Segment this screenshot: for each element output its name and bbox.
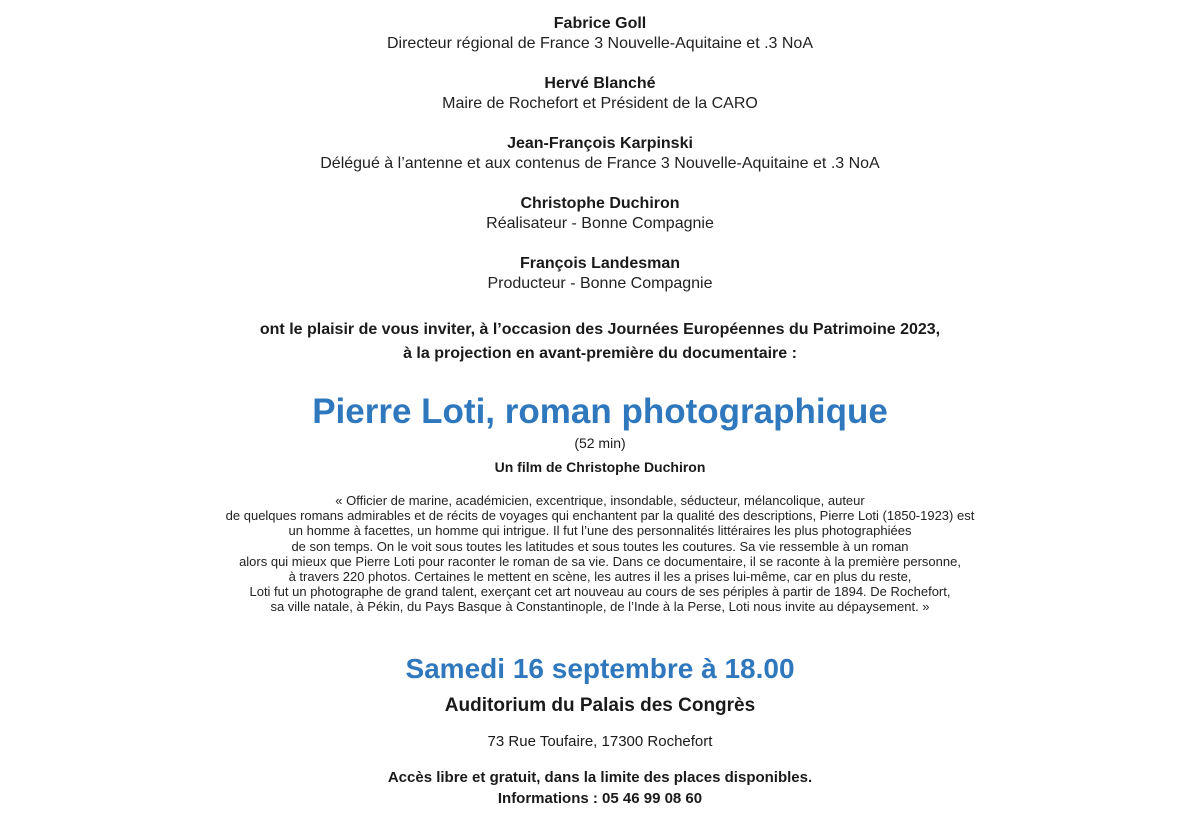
host-role: Directeur régional de France 3 Nouvelle-Aquitaine et .3 NoA [386,35,813,52]
event-info-phone: Informations : 05 46 99 08 60 [497,790,703,807]
synopsis-line: Loti fut un photographe de grand talent, exerçant cet art nouveau au cours de ses périples à partir de 1894. De Rochefort, [249,584,951,600]
host-role: Délégué à l’antenne et aux contenus de France 3 Nouvelle-Aquitaine et .3 NoA [320,155,880,172]
film-duration: (52 min) [574,435,626,451]
invitation-line-1: ont le plaisir de vous inviter, à l’occasion des Journées Européennes du Patrimoine 2023, [259,321,941,338]
host-name: François Landesman [519,255,681,272]
film-title: Pierre Loti, roman photographique [312,392,888,431]
synopsis-line: « Officier de marine, académicien, excentrique, insondable, séducteur, mélancolique, auteur [335,493,865,508]
event-access: Accès libre et gratuit, dans la limite des places disponibles. [387,769,813,786]
host-4 [0,194,1200,234]
host-5 [0,254,1200,294]
host-name: Jean-François Karpinski [507,135,693,152]
event-venue: Auditorium du Palais des Congrès [444,695,756,716]
host-3 [0,134,1200,174]
event-address: 73 Rue Toufaire, 17300 Rochefort [487,733,713,750]
host-role: Réalisateur - Bonne Compagnie [486,215,714,232]
host-role: Producteur - Bonne Compagnie [487,275,713,292]
host-2 [0,74,1200,114]
film-byline: Un film de Christophe Duchiron [494,459,706,475]
host-role: Maire de Rochefort et Président de la CARO [442,95,758,112]
event-date: Samedi 16 septembre à 18.00 [405,653,795,684]
synopsis-line: sa ville natale, à Pékin, du Pays Basque à Constantinople, de l’Inde à la Perse, Loti nous invite au dépaysement. » [270,599,930,615]
synopsis-line: de son temps. On le voit sous toutes les latitudes et sous toutes les coutures. Sa vie ressemble à un roman [291,538,909,554]
invitation-text [0,318,1200,366]
invitation-line-2: à la projection en avant-première du documentaire : [403,345,797,362]
host-name: Christophe Duchiron [520,195,680,212]
host-1 [0,14,1200,54]
host-name: Fabrice Goll [553,15,647,32]
host-name: Hervé Blanché [544,75,656,92]
synopsis-line: de quelques romans admirables et de récits de voyages qui enchantent par la qualité des descriptions, Pierre Loti (1850-1923) est [225,508,975,524]
synopsis [0,493,1200,615]
synopsis-line: un homme à facettes, un homme qui intrigue. Il fut l’une des personnalités littéraires les plus photographiées [288,523,912,539]
synopsis-line: alors qui mieux que Pierre Loti pour raconter le roman de sa vie. Dans ce documentaire, il se raconte à la première personne, [239,553,961,569]
synopsis-line: à travers 220 photos. Certaines le mettent en scène, les autres il les a prises lui-même, car en plus du reste, [288,569,912,585]
